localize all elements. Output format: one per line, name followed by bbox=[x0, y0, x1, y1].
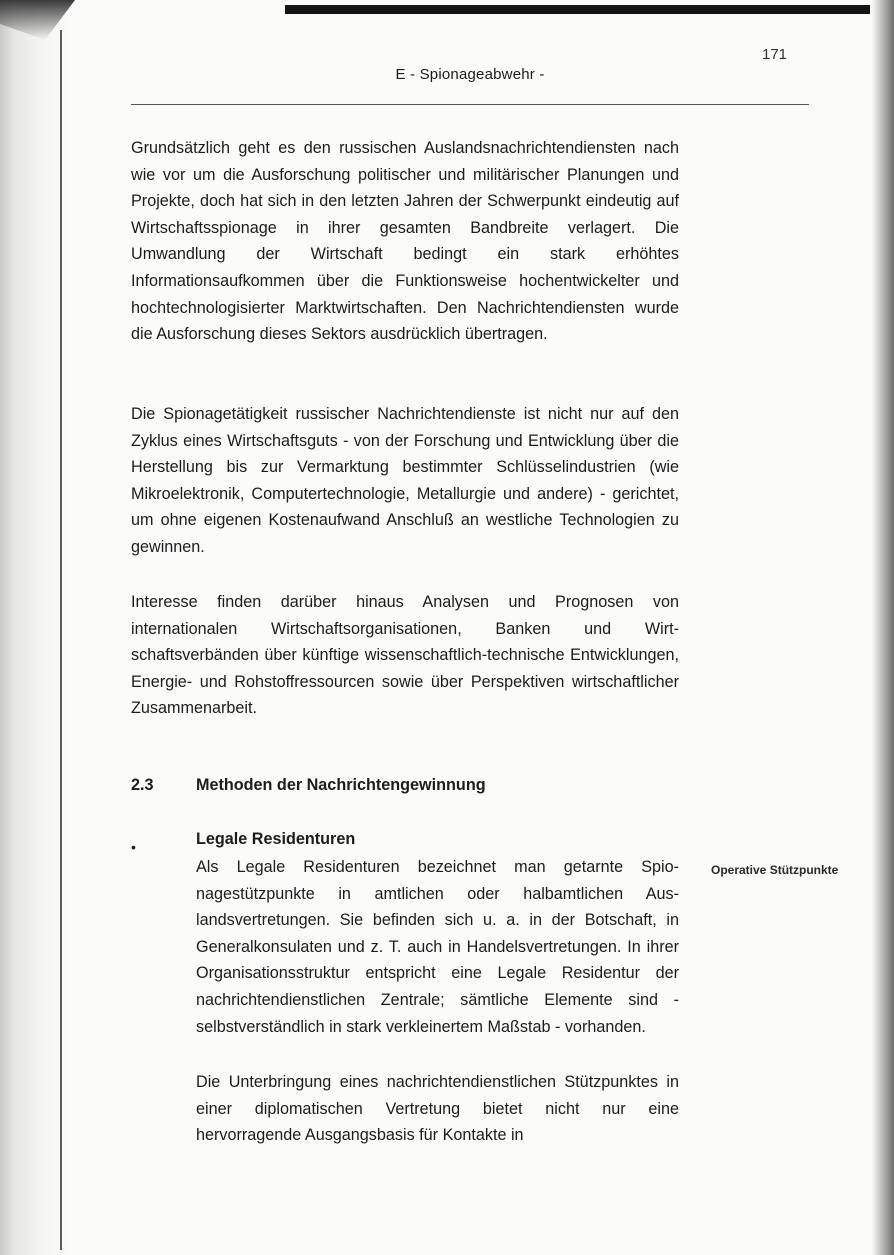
margin-note: Operative Stützpunkte bbox=[711, 863, 839, 877]
subsection-paragraph-1: Als Legale Residenturen bezeichnet man getarnte Spionagestützpunkte in amtlichen oder halbamtlichen Auslandsvertretungen. Sie befinden sich u. a. in der Botschaft, in Generalkonsulaten und z. T. auch in Handelsvertretungen. In ihrer Organisationsstruktur entspricht eine Legale Residentur der nachrichtendienstlichen Zentrale; sämtliche Elemente sind - selbstverständlich in stark verkleinertem Maßstab - vorhanden. bbox=[196, 858, 679, 1036]
scan-top-edge bbox=[285, 5, 870, 14]
binding-edge bbox=[60, 30, 62, 1250]
scan-right-edge bbox=[872, 0, 894, 1255]
body-paragraph-2: Die Spionagetätigkeit russischer Nachrichtendienste ist nicht nur auf den Zyklus eines Wirtschaftsguts - von der Forschung und Entwicklung über die Herstellung bis zur Vermarktung bestimmter Schlüsselindustrien (wie Mikroelektronik, Computertechnologie, Metallurgie und andere) - gerichtet, um ohne eigenen Kostenaufwand Anschluß an westliche Technologien zu gewinnen. bbox=[131, 405, 679, 556]
body-paragraph-3: Interesse finden darüber hinaus Analysen und Prognosen von internationalen Wirtschaftsorganisationen, Banken und Wirtschaftsverbänden über künftige wissenschaftlich-technische Entwicklungen, Energie- und Rohstoffressourcen sowie über Perspektiven wirtschaftlicher Zusammenarbeit. bbox=[131, 593, 679, 718]
header-rule bbox=[131, 104, 809, 105]
section-title: Methoden der Nachrichtengewinnung bbox=[196, 776, 486, 794]
page-number: 171 bbox=[762, 46, 788, 63]
subsection-paragraph-2: Die Unterbringung eines nachrichtendienstlichen Stützpunktes in einer diplomatischen Vertretung bietet nicht nur eine hervorragende Ausgangsbasis für Kontakte in bbox=[196, 1073, 679, 1145]
subsection-title: Legale Residenturen bbox=[196, 830, 356, 848]
body-paragraph-1: Grundsätzlich geht es den russischen Auslandsnachrichtendiensten nach wie vor um die Ausforschung politischer und militärischer Planungen und Projekte, doch hat sich in den letzten Jahren der Schwerpunkt eindeutig auf Wirtschaftsspionage in ihrer gesamten Bandbreite verlagert. Die Umwandlung der Wirtschaft bedingt ein stark erhöhtes Informationsaufkommen über die Funktionsweise hochentwickelter und hochtechnologisierter Marktwirtschaften. Den Nachrichtendiensten wurde die Ausforschung dieses Sektors ausdrücklich übertragen. bbox=[131, 139, 679, 344]
bullet-icon: • bbox=[131, 839, 136, 855]
running-header: E - Spionageabwehr - bbox=[395, 66, 545, 83]
section-number: 2.3 bbox=[131, 776, 154, 794]
